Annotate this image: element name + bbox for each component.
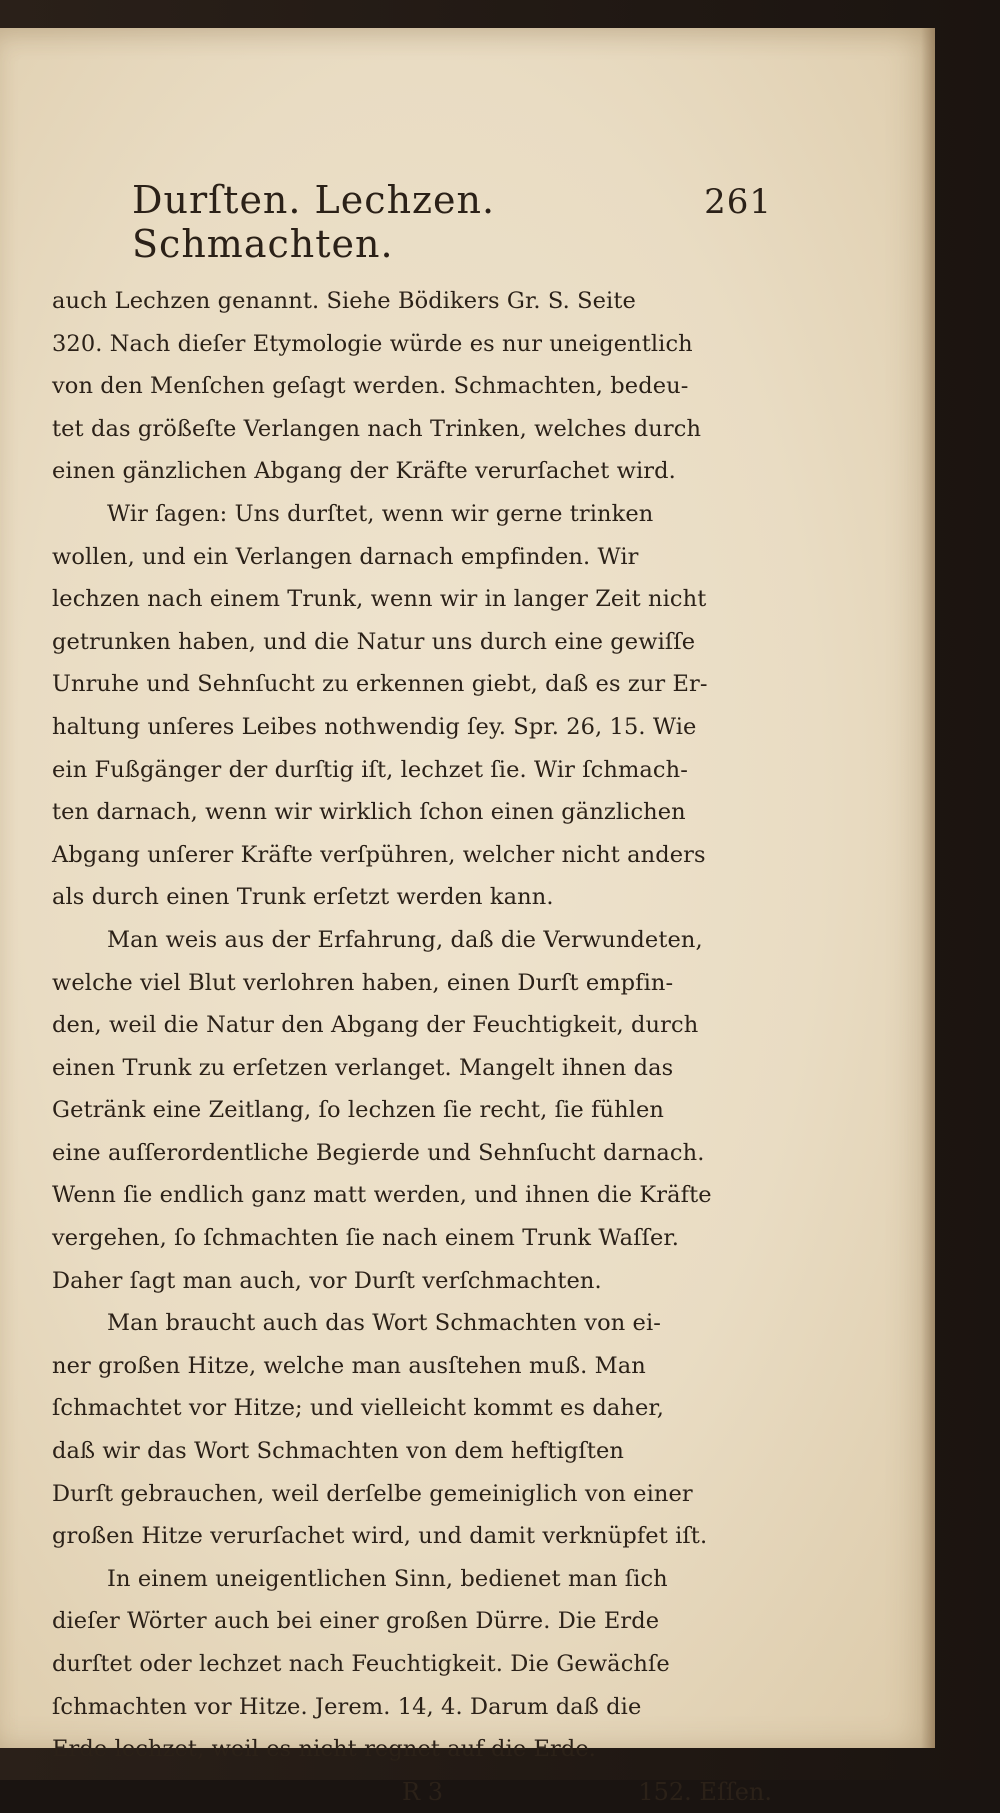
text-line: dieſer Wörter auch bei einer großen Dürre. Die Erde (52, 1608, 660, 1635)
text-line: ten darnach, wenn wir wirklich ſchon einen gänzlichen (52, 799, 686, 826)
running-head-title: Durſten. Lechzen. Schmachten. (132, 178, 496, 266)
text-line: ſchmachtet vor Hitze; und vielleicht kommt es daher, (52, 1395, 665, 1422)
text-line: Wenn ſie endlich ganz matt werden, und ihnen die Kräfte (52, 1182, 712, 1209)
text-block (52, 178, 772, 1813)
text-line: auch Lechzen genannt. Siehe Bödikers Gr. S. Seite (52, 288, 636, 314)
text-line: Unruhe und Sehnſucht zu erkennen giebt, daß es zur Er- (52, 671, 708, 698)
text-line: eine auſſerordentliche Begierde und Sehnſucht darnach. (52, 1139, 705, 1166)
text-line: In einem uneigentlichen Sinn, bedienet man ſich (107, 1565, 668, 1592)
text-line: Man weis aus der Erfahrung, daß die Verwundeten, (107, 926, 703, 953)
text-line: großen Hitze verurſachet wird, und damit verknüpfet iſt. (52, 1523, 708, 1550)
text-line: Durſt gebrauchen, weil derſelbe gemeiniglich von einer (52, 1480, 693, 1507)
text-line: Daher ſagt man auch, vor Durſt verſchmachten. (52, 1267, 602, 1294)
text-line: vergehen, ſo ſchmachten ſie nach einem Trunk Waſſer. (52, 1225, 680, 1252)
text-line: daß wir das Wort Schmachten von dem heftigſten (52, 1438, 624, 1465)
running-head (52, 178, 772, 266)
body-text (52, 280, 772, 1771)
text-line: durſtet oder lechzet nach Feuchtigkeit. Die Gewächſe (52, 1651, 670, 1677)
text-line: einen Trunk zu erſetzen verlanget. Mangelt ihnen das (52, 1054, 674, 1081)
catchword: 152. Eſſen. (638, 1777, 772, 1806)
page-number: 261 (704, 182, 772, 222)
text-line: als durch einen Trunk erſetzt werden kann. (52, 884, 554, 911)
text-line: tet das größeſte Verlangen nach Trinken, welches durch (52, 415, 702, 442)
signature-mark: R 3 (402, 1777, 443, 1806)
text-line: ein Fußgänger der durſtig iſt, lechzet ſie. Wir ſchmach- (52, 756, 688, 783)
book-page (0, 28, 935, 1806)
page-gutter-shadow (921, 28, 935, 1748)
text-line: den, weil die Natur den Abgang der Feuchtigkeit, durch (52, 1012, 699, 1039)
text-line: ner großen Hitze, welche man ausſtehen muß. Man (52, 1352, 646, 1379)
text-line: Abgang unſerer Kräfte verſpühren, welcher nicht anders (52, 841, 706, 868)
text-line: Getränk eine Zeitlang, ſo lechzen ſie recht, ſie fühlen (52, 1097, 664, 1124)
text-line: lechzen nach einem Trunk, wenn wir in langer Zeit nicht (52, 586, 707, 613)
text-line: welche viel Blut verlohren haben, einen Durſt empfin- (52, 969, 674, 996)
text-line: 320. Nach dieſer Etymologie würde es nur uneigentlich (52, 330, 693, 357)
text-line: wollen, und ein Verlangen darnach empfinden. Wir (52, 543, 639, 570)
text-line: Wir ſagen: Uns durſtet, wenn wir gerne trinken (107, 500, 654, 527)
text-line: einen gänzlichen Abgang der Kräfte verurſachet wird. (52, 458, 676, 485)
text-line: Erde lechzet, weil es nicht regnet auf die Erde. (52, 1736, 597, 1763)
text-line: von den Menſchen geſagt werden. Schmachten, bedeu- (52, 373, 689, 400)
page-footer (52, 1771, 772, 1813)
text-line: Man braucht auch das Wort Schmachten von ei- (107, 1310, 661, 1337)
text-line: ſchmachten vor Hitze. Jerem. 14, 4. Darum daß die (52, 1693, 642, 1720)
text-line: getrunken haben, und die Natur uns durch eine gewiſſe (52, 628, 696, 655)
text-line: haltung unſeres Leibes nothwendig ſey. Spr. 26, 15. Wie (52, 713, 697, 740)
